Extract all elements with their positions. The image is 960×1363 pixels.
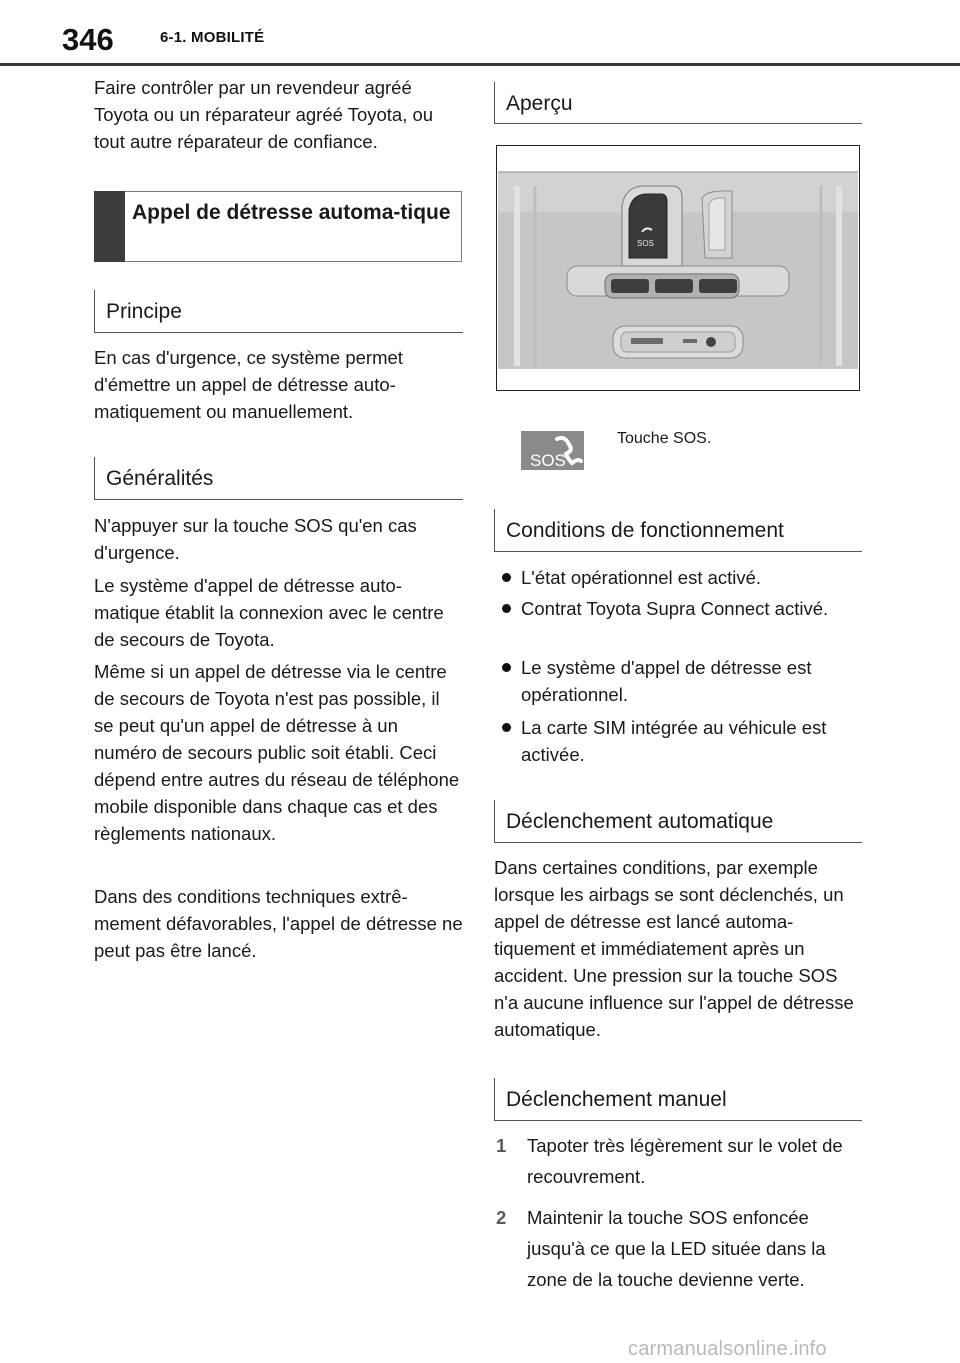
sos-button-icon <box>521 431 584 470</box>
manual-heading: Déclenchement manuel <box>506 1088 727 1111</box>
bullet-dot <box>502 573 511 582</box>
main-heading: Appel de détresse automa-tique <box>132 201 451 224</box>
step-item <box>494 1202 862 1295</box>
manual-heading-box <box>494 1078 862 1121</box>
section-title: 6-1. MOBILITÉ <box>160 29 265 46</box>
condition-item <box>494 714 862 768</box>
generalites-paragraph-2: Le système d'appel de détresse auto-matique établit la connexion avec le centre de secours de Toyota. <box>94 575 444 650</box>
principe-paragraph: En cas d'urgence, ce système permet d'émettre un appel de détresse auto-matiquement ou manuellement. <box>94 347 403 422</box>
overhead-console-illustration <box>497 146 859 390</box>
condition-item <box>494 595 862 649</box>
apercu-heading-box <box>494 82 862 124</box>
condition-item <box>494 654 862 708</box>
header-rule <box>0 63 960 66</box>
step-text: Tapoter très légèrement sur le volet de recouvrement. <box>527 1135 843 1187</box>
step-number: 2 <box>496 1207 507 1228</box>
condition-text: L'état opérationnel est activé. <box>521 567 762 588</box>
principe-heading: Principe <box>106 300 182 323</box>
apercu-heading: Aperçu <box>506 92 573 115</box>
watermark: carmanualsonline.info <box>628 1338 827 1360</box>
condition-text: La carte SIM intégrée au véhicule est activée. <box>521 717 827 765</box>
generalites-paragraph-4: Dans des conditions techniques extrê-mement défavorables, l'appel de détresse ne peut pas être lancé. <box>94 886 463 961</box>
main-heading-box <box>94 191 462 262</box>
condition-text: Contrat Toyota Supra Connect activé. <box>521 598 829 619</box>
overhead-console-figure <box>496 145 860 391</box>
step-item <box>494 1130 862 1192</box>
condition-item <box>494 564 862 591</box>
bullet-dot <box>502 604 511 613</box>
auto-heading-box <box>494 800 862 843</box>
step-text: Maintenir la touche SOS enfoncée jusqu'à ce que la LED située dans la zone de la touche devienne verte. <box>527 1207 826 1290</box>
principe-heading-box <box>94 290 463 333</box>
condition-text: Le système d'appel de détresse est opérationnel. <box>521 657 812 705</box>
generalites-paragraph-1: N'appuyer sur la touche SOS qu'en cas d'urgence. <box>94 515 417 563</box>
generalites-heading: Généralités <box>106 467 214 490</box>
generalites-paragraph-3: Même si un appel de détresse via le centre de secours de Toyota n'est pas possible, il se peut qu'un appel de détresse à un numéro de secours public soit établi. Ceci dépend entre autres du réseau de téléphone mobile disponible dans chaque cas et des règlements nationaux. <box>94 661 460 844</box>
heading-bar <box>94 191 125 262</box>
figure-sos-label: SOS <box>637 239 654 248</box>
step-number: 1 <box>496 1135 507 1156</box>
page-number: 346 <box>62 22 114 57</box>
bullet-dot <box>502 723 511 732</box>
conditions-heading-box <box>494 509 862 552</box>
sos-icon-label: SOS <box>530 451 566 470</box>
intro-paragraph: Faire contrôler par un revendeur agréé Toyota ou un réparateur agréé Toyota, ou tout autre réparateur de confiance. <box>94 77 434 152</box>
sos-legend-text: Touche SOS. <box>617 430 712 447</box>
conditions-heading: Conditions de fonctionnement <box>506 519 784 542</box>
bullet-dot <box>502 663 511 672</box>
auto-heading: Déclenchement automatique <box>506 810 774 833</box>
generalites-heading-box <box>94 457 463 500</box>
auto-paragraph: Dans certaines conditions, par exemple lorsque les airbags se sont déclenchés, un appel de détresse est lancé automa-tiquement et immédiatement après un accident. Une pression sur la touche SOS n'a aucune influence sur l'appel de détresse automatique. <box>494 857 854 1040</box>
